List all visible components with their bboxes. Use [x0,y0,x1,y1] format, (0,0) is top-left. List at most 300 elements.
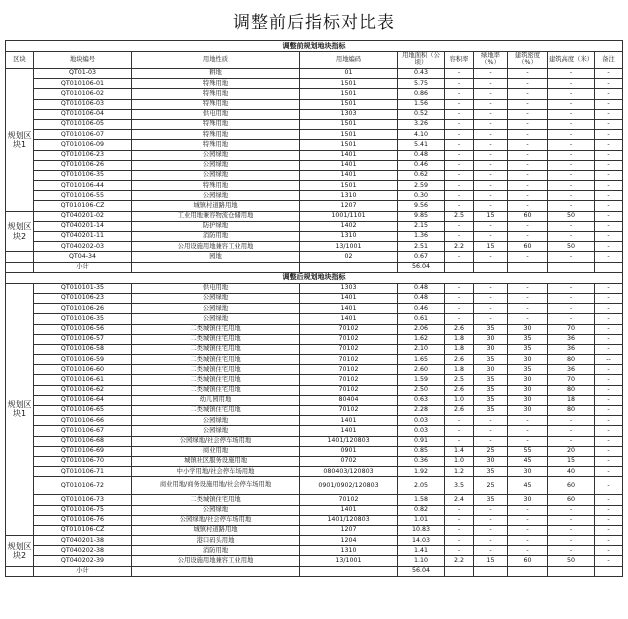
cell-density: 30 [508,395,548,405]
table-row [6,130,623,140]
table-row [6,334,623,344]
cell-area: 0.46 [398,160,445,170]
table-row [6,467,623,477]
cell-id: QT010106-09 [34,140,132,150]
subtotal-spacer [6,566,34,576]
cell-height: 36 [548,344,595,354]
cell-density: - [508,416,548,426]
cell-empty [595,262,623,272]
table-row [6,406,623,416]
cell-far: 1.8 [445,334,474,344]
cell-area: 3.26 [398,119,445,129]
table-row [6,314,623,324]
cell-height: - [548,505,595,515]
cell-code: 1501 [300,99,398,109]
cell-density: 60 [508,242,548,252]
cell-area: 5.41 [398,140,445,150]
cell-height: 70 [548,324,595,334]
column-header-row [6,52,623,69]
cell-density: - [508,89,548,99]
cell-green: - [474,160,508,170]
cell-green: 25 [474,446,508,456]
cell-area: 0.03 [398,426,445,436]
cell-density: 60 [508,556,548,566]
cell-note: - [595,505,623,515]
cell-green: - [474,416,508,426]
cell-area: 0.46 [398,304,445,314]
cell-density: - [508,181,548,191]
cell-note: - [595,99,623,109]
cell-far: - [445,252,474,262]
cell-use: 公园绿地/社会停车场用地 [132,436,300,446]
cell-code: 1401 [300,150,398,160]
cell-id: QT010106-02 [34,89,132,99]
cell-id: QT010106-44 [34,181,132,191]
cell-id: QT010106-65 [34,406,132,416]
cell-code [300,566,398,576]
cell-green: - [474,304,508,314]
table-row [6,119,623,129]
table-row [6,477,623,495]
cell-id: QT010106-64 [34,395,132,405]
cell-green: - [474,170,508,180]
cell-use: 公园绿地 [132,170,300,180]
subtotal-spacer [6,262,34,272]
cell-id: QT040201-38 [34,536,132,546]
cell-area: 0.03 [398,416,445,426]
cell-area: 2.28 [398,406,445,416]
cell-code: 1401 [300,426,398,436]
zone-cell: 规划区块2 [6,211,34,252]
cell-code: 1303 [300,109,398,119]
cell-note: - [595,232,623,242]
table-row [6,150,623,160]
cell-use: 公园绿地 [132,426,300,436]
cell-id: QT010106-66 [34,416,132,426]
table-row [6,505,623,515]
cell-code: 70102 [300,375,398,385]
cell-note: - [595,416,623,426]
cell-area: 2.50 [398,385,445,395]
column-header-far: 容积率 [445,52,474,69]
cell-id: QT010106-62 [34,385,132,395]
cell-height: 18 [548,395,595,405]
cell-id: QT010106-03 [34,99,132,109]
cell-area: 1.62 [398,334,445,344]
cell-id: QT010106-56 [34,324,132,334]
cell-use: 城镇村道路用地 [132,201,300,211]
cell-green: - [474,436,508,446]
cell-green: - [474,99,508,109]
cell-note: - [595,304,623,314]
cell-far: 3.5 [445,477,474,495]
cell-density: 30 [508,324,548,334]
cell-far: 1.8 [445,365,474,375]
cell-area: 0.82 [398,505,445,515]
cell-area: 0.48 [398,150,445,160]
cell-id: QT010106-05 [34,119,132,129]
cell-id: QT010106-67 [34,426,132,436]
cell-use: 商业用地/商务设施用地/社会停车场用地 [132,477,300,495]
cell-area: 0.36 [398,456,445,466]
cell-id: QT040202-03 [34,242,132,252]
table-row [6,170,623,180]
cell-height: 60 [548,495,595,505]
cell-use: 公园绿地 [132,191,300,201]
cell-code: 70102 [300,385,398,395]
cell-density: 45 [508,456,548,466]
table-row [6,181,623,191]
cell-density: - [508,160,548,170]
cell-area: 0.43 [398,69,445,79]
cell-area: 0.86 [398,89,445,99]
table-row [6,385,623,395]
cell-density: - [508,252,548,262]
cell-green: 35 [474,375,508,385]
cell-id: QT010106-23 [34,293,132,303]
subtotal-label: 小计 [34,566,132,576]
cell-green: 30 [474,344,508,354]
cell-green: 35 [474,355,508,365]
cell-height: - [548,109,595,119]
cell-code: 1401/120803 [300,436,398,446]
cell-area: 1.92 [398,467,445,477]
cell-note: - [595,109,623,119]
cell-empty [548,262,595,272]
cell-area: 1.36 [398,232,445,242]
cell-height: 20 [548,446,595,456]
cell-code: 1207 [300,201,398,211]
table-row [6,211,623,221]
cell-green: - [474,119,508,129]
cell-green: - [474,109,508,119]
subtotal-area: 56.04 [398,262,445,272]
cell-id: QT010106-69 [34,446,132,456]
cell-area: 1.10 [398,556,445,566]
cell-code: 1401 [300,505,398,515]
cell-note: - [595,150,623,160]
cell-code: 1501 [300,119,398,129]
cell-id: QT010106-04 [34,109,132,119]
cell-use: 公园绿地 [132,416,300,426]
column-header-zone: 区块 [6,52,34,69]
cell-green: - [474,150,508,160]
cell-note: - [595,170,623,180]
zone-cell: 规划区块1 [6,69,34,212]
cell-height: - [548,293,595,303]
cell-density: - [508,314,548,324]
cell-height: - [548,130,595,140]
cell-far: - [445,436,474,446]
cell-far: 2.6 [445,406,474,416]
cell-green: 30 [474,365,508,375]
cell-code: 1402 [300,221,398,231]
cell-id: QT010106-CZ [34,201,132,211]
section-header-row [6,272,623,283]
table-row [6,201,623,211]
cell-density: - [508,436,548,446]
cell-area: 4.10 [398,130,445,140]
cell-density: 30 [508,495,548,505]
cell-green: - [474,79,508,89]
table-row [6,436,623,446]
cell-code: 70102 [300,344,398,354]
cell-far: 2.5 [445,375,474,385]
cell-note: - [595,515,623,525]
cell-use: 耕地 [132,69,300,79]
subtotal-row [6,566,623,576]
cell-height: 80 [548,355,595,365]
cell-green: - [474,201,508,211]
cell-far: - [445,79,474,89]
cell-far: - [445,130,474,140]
cell-note: - [595,293,623,303]
cell-use: 公用设施用地兼容工业用地 [132,556,300,566]
cell-area: 1.56 [398,99,445,109]
cell-far: - [445,221,474,231]
indicator-comparison-table [5,40,623,577]
cell-empty [474,262,508,272]
cell-note: - [595,467,623,477]
cell-use [132,262,300,272]
cell-far: 2.6 [445,355,474,365]
cell-area: 2.10 [398,344,445,354]
table-row [6,515,623,525]
cell-density: 35 [508,334,548,344]
cell-code: 01 [300,69,398,79]
cell-height: - [548,314,595,324]
cell-density: 30 [508,467,548,477]
table-row [6,221,623,231]
cell-green: - [474,221,508,231]
cell-density: - [508,304,548,314]
cell-height: - [548,140,595,150]
cell-code: 1401/120803 [300,515,398,525]
cell-code: 1001/1101 [300,211,398,221]
cell-far: - [445,160,474,170]
cell-area: 0.91 [398,436,445,446]
cell-density: 55 [508,446,548,456]
subtotal-row [6,262,623,272]
cell-height: - [548,515,595,525]
cell-far: 2.6 [445,324,474,334]
cell-id: QT010106-55 [34,191,132,201]
cell-far: 2.2 [445,242,474,252]
cell-density: - [508,221,548,231]
section-title: 调整前规划地块指标 [6,41,623,52]
table-row [6,283,623,293]
cell-code: 1310 [300,546,398,556]
cell-note: - [595,130,623,140]
cell-note: - [595,252,623,262]
cell-green: - [474,191,508,201]
cell-id: QT010106-57 [34,334,132,344]
cell-density: - [508,69,548,79]
cell-height: 80 [548,406,595,416]
cell-area: 0.52 [398,109,445,119]
cell-density: - [508,191,548,201]
cell-green: - [474,536,508,546]
cell-use: 消防用地 [132,546,300,556]
table-row [6,89,623,99]
cell-height: - [548,201,595,211]
cell-note: - [595,191,623,201]
cell-far: - [445,201,474,211]
cell-density: 30 [508,375,548,385]
column-header-green: 绿地率（%） [474,52,508,69]
table-row [6,525,623,535]
cell-far: 1.0 [445,395,474,405]
cell-height: 40 [548,467,595,477]
cell-use: 特殊用地 [132,99,300,109]
cell-density: 30 [508,355,548,365]
cell-id: QT010106-35 [34,314,132,324]
cell-code: 1401 [300,314,398,324]
cell-empty [445,566,474,576]
cell-area: 1.59 [398,375,445,385]
cell-code: 1401 [300,170,398,180]
cell-note: - [595,89,623,99]
cell-empty [548,566,595,576]
cell-far: - [445,181,474,191]
cell-use: 园地 [132,252,300,262]
cell-code: 1501 [300,89,398,99]
cell-green: - [474,293,508,303]
cell-note: - [595,436,623,446]
cell-id: QT010106-68 [34,436,132,446]
cell-green: - [474,232,508,242]
cell-height: - [548,283,595,293]
cell-height: 70 [548,375,595,385]
cell-note: - [595,242,623,252]
cell-area: 0.48 [398,293,445,303]
cell-use: 特殊用地 [132,181,300,191]
cell-code: 1501 [300,140,398,150]
cell-id: QT010106-73 [34,495,132,505]
cell-density: - [508,170,548,180]
cell-note: - [595,221,623,231]
cell-use: 二类城镇住宅用地 [132,406,300,416]
cell-green: 35 [474,324,508,334]
cell-id: QT04-34 [34,252,132,262]
cell-code: 1401 [300,416,398,426]
table-row [6,109,623,119]
cell-id: QT040201-11 [34,232,132,242]
cell-area: 2.59 [398,181,445,191]
cell-far: - [445,525,474,535]
cell-height: - [548,89,595,99]
cell-note: - [595,365,623,375]
cell-code: 0901/0902/120803 [300,477,398,495]
cell-density: - [508,130,548,140]
column-header-note: 备注 [595,52,623,69]
cell-code: 13/1001 [300,556,398,566]
cell-id: QT01-03 [34,69,132,79]
cell-note: -- [595,355,623,365]
cell-height: - [548,252,595,262]
cell-area: 9.56 [398,201,445,211]
cell-area: 1.65 [398,355,445,365]
cell-height: 50 [548,556,595,566]
cell-code [300,262,398,272]
cell-id: QT010106-07 [34,130,132,140]
cell-area: 14.03 [398,536,445,546]
cell-green: - [474,252,508,262]
cell-use: 二类城镇住宅用地 [132,495,300,505]
cell-note: - [595,344,623,354]
cell-height: - [548,546,595,556]
subtotal-label: 小计 [34,262,132,272]
cell-area: 0.67 [398,252,445,262]
cell-height: - [548,436,595,446]
cell-far: 2.5 [445,211,474,221]
cell-area: 1.41 [398,546,445,556]
cell-use: 城镇村道路用地 [132,525,300,535]
cell-empty [595,566,623,576]
table-row [6,556,623,566]
table-row [6,69,623,79]
cell-note: - [595,395,623,405]
cell-note: - [595,211,623,221]
table-row [6,426,623,436]
cell-height: - [548,170,595,180]
table-row [6,293,623,303]
cell-far: 1.4 [445,446,474,456]
cell-id: QT010106-26 [34,160,132,170]
cell-note: - [595,79,623,89]
table-row [6,252,623,262]
cell-use: 供电用地 [132,283,300,293]
table-row [6,456,623,466]
cell-id: QT010106-35 [34,170,132,180]
cell-green: 35 [474,395,508,405]
cell-area: 1.01 [398,515,445,525]
cell-density: 30 [508,406,548,416]
cell-use: 公用设施用地兼容工业用地 [132,242,300,252]
cell-height: - [548,232,595,242]
cell-far: - [445,119,474,129]
cell-far: - [445,283,474,293]
cell-green: 30 [474,334,508,344]
cell-density: 35 [508,344,548,354]
cell-green: 25 [474,477,508,495]
cell-height: - [548,119,595,129]
table-row [6,495,623,505]
cell-far: - [445,89,474,99]
cell-area: 0.48 [398,283,445,293]
cell-green: 30 [474,456,508,466]
cell-far: 2.4 [445,495,474,505]
cell-code: 1310 [300,232,398,242]
column-header-code: 用地编码 [300,52,398,69]
cell-area: 2.15 [398,221,445,231]
cell-id: QT040201-02 [34,211,132,221]
cell-code: 1207 [300,525,398,535]
table-row [6,99,623,109]
table-row [6,232,623,242]
cell-height: 50 [548,242,595,252]
table-row [6,242,623,252]
cell-green: - [474,283,508,293]
cell-code: 70102 [300,365,398,375]
table-row [6,355,623,365]
cell-use: 二类城镇住宅用地 [132,344,300,354]
cell-note: - [595,314,623,324]
cell-note: - [595,334,623,344]
cell-use: 特殊用地 [132,119,300,129]
cell-green: - [474,515,508,525]
column-header-land-use: 用地性质 [132,52,300,69]
